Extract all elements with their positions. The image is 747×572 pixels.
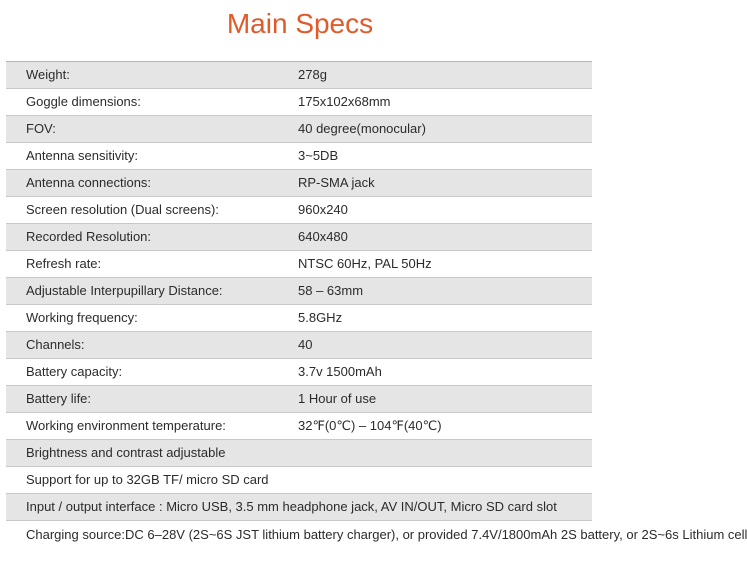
spec-label: Working environment temperature: — [26, 418, 226, 433]
spec-label: Antenna sensitivity: — [26, 148, 139, 163]
spec-value: 640x480 — [298, 229, 348, 244]
spec-label: Channels: — [26, 337, 85, 352]
spec-value: 175x102x68mm — [298, 94, 391, 109]
spec-row-antenna-sensitivity — [6, 143, 592, 170]
spec-note: Support for up to 32GB TF/ micro SD card — [26, 472, 269, 487]
spec-label: Recorded Resolution: — [26, 229, 152, 244]
spec-row-working-temperature — [6, 413, 592, 440]
spec-label: Adjustable Interpupillary Distance: — [26, 283, 223, 298]
spec-row-channels — [6, 332, 592, 359]
spec-note: Input / output interface : Micro USB, 3.5 mm headphone jack, AV IN/OUT, Micro SD card slot — [26, 499, 557, 514]
spec-label: Antenna connections: — [26, 175, 152, 190]
spec-label: Working frequency: — [26, 310, 138, 325]
spec-row-weight — [6, 62, 592, 89]
spec-note: Brightness and contrast adjustable — [26, 445, 226, 460]
page-title: Main Specs — [226, 8, 374, 39]
spec-label: Refresh rate: — [26, 256, 102, 271]
spec-row-fov — [6, 116, 592, 143]
spec-value: 40 degree(monocular) — [298, 121, 426, 136]
spec-value: 5.8GHz — [298, 310, 343, 325]
spec-row-recorded-resolution — [6, 224, 592, 251]
spec-label: FOV: — [26, 121, 56, 136]
spec-value: 3.7v 1500mAh — [298, 364, 382, 379]
spec-value: 58 – 63mm — [298, 283, 364, 298]
spec-row-battery-life — [6, 386, 592, 413]
spec-value: 278g — [298, 67, 327, 82]
spec-value: NTSC 60Hz, PAL 50Hz — [298, 256, 432, 271]
spec-value: 1 Hour of use — [298, 391, 377, 406]
spec-row-working-frequency — [6, 305, 592, 332]
spec-note-charging-source — [6, 521, 747, 571]
spec-row-goggle-dimensions — [6, 89, 592, 116]
spec-value: 32℉(0℃) – 104℉(40℃) — [298, 418, 442, 433]
spec-row-interpupillary-distance — [6, 278, 592, 305]
spec-row-antenna-connections — [6, 170, 592, 197]
spec-note-sd-card — [6, 467, 592, 494]
spec-label: Goggle dimensions: — [26, 94, 141, 109]
spec-value: 40 — [298, 337, 313, 352]
spec-label: Battery life: — [26, 391, 92, 406]
spec-note: Charging source:DC 6–28V (2S~6S JST lithium battery charger), or provided 7.4V/1800mAh 2S battery, or 2S~6s Lithium cell — [26, 527, 747, 542]
spec-row-battery-capacity — [6, 359, 592, 386]
spec-note-brightness — [6, 440, 592, 467]
spec-label: Weight: — [26, 67, 70, 82]
spec-value: RP-SMA jack — [298, 175, 375, 190]
spec-label: Screen resolution (Dual screens): — [26, 202, 219, 217]
spec-note-interfaces — [6, 494, 592, 521]
spec-value: 3~5DB — [298, 148, 339, 163]
spec-row-screen-resolution — [6, 197, 592, 224]
specs-table — [6, 61, 747, 571]
spec-row-refresh-rate — [6, 251, 592, 278]
spec-value: 960x240 — [298, 202, 348, 217]
spec-label: Battery capacity: — [26, 364, 123, 379]
